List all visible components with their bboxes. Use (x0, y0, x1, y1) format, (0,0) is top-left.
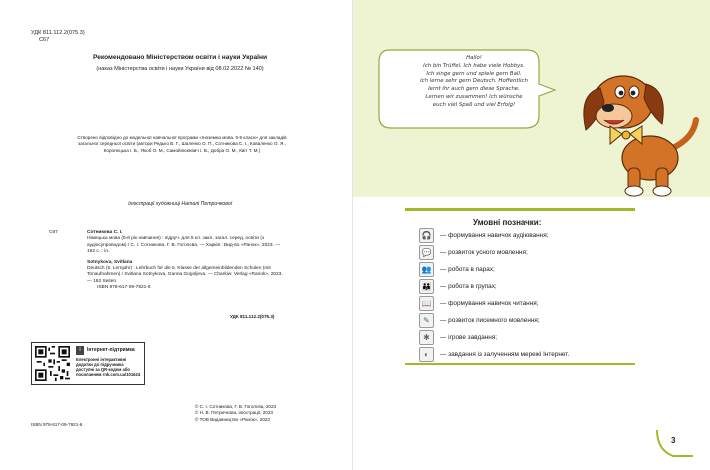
legend-label: — завдання із залученням мережі Інтернет. (440, 350, 570, 358)
internet-icon: ◐ (419, 347, 434, 362)
legend-item (419, 228, 548, 242)
isbn: ISBN 978-617-09-7921-6 (31, 422, 83, 427)
biblio-author-ua: Сотникова С. І. (87, 230, 123, 235)
legend-item (419, 245, 528, 259)
recommended-order: (наказ Міністерства освіти і науки України від 08.02.2022 № 140) (96, 66, 264, 72)
legend-title: Умовні позначки: (473, 218, 542, 227)
page-number: 3 (671, 436, 676, 445)
legend-label: — розвиток усного мовлення; (440, 248, 528, 256)
speech-line: euch viel Spaß und viel Erfolg! (432, 101, 516, 108)
bbk-code: С67 (39, 37, 50, 43)
illustrations-credit: Ілюстрації художниці Наталі Петричкової (128, 201, 232, 207)
speech-text (390, 55, 558, 110)
qr-code-icon[interactable] (35, 346, 70, 381)
legend-top-rule (405, 208, 635, 211)
right-page (353, 0, 710, 470)
biblio-desc-de: Deutsch (5. Lernjahr) : Lehrbuch für die 5. Klasse der allgemeinbildenden Schulen (mit Tonaufnahmen) / Svitlana Sotnykova, Ganna Gogoljeva. — Charkiw: Verlag «Ranok», 2023. — 192 Seiten. (87, 266, 283, 284)
legend-bottom-rule (405, 363, 635, 365)
legend-item (419, 262, 495, 276)
legend-item (419, 313, 540, 327)
legend-label: — робота в групах; (440, 282, 497, 290)
legend-label: — розвиток писемного мовлення; (440, 316, 540, 324)
dog-mascot-illustration (558, 50, 708, 200)
internet-support-desc[interactable]: Електронні інтерактивні додатки до підручника доступні за QR-кодом або посиланням rnk.com.ua/101624 (76, 357, 141, 377)
speech-line: lernt ihr auch gern diese Sprache. (428, 86, 520, 93)
reading-icon: 📖 (419, 296, 434, 311)
speech-line: Ich bin Trüffel. Ich habe viele Hobbys. (423, 62, 525, 69)
udk-bottom: УДК 811.112.2(075.3) (230, 314, 275, 319)
game-icon: ✱ (419, 330, 434, 345)
legend-item (419, 296, 538, 310)
legend-item (419, 279, 497, 293)
speaking-icon: 💬 (419, 245, 434, 260)
biblio-desc-ua: Німецька мова (5-й рік навчання) : підруч. для 5 кл. закл. загал. серед. освіти (з аудіосупроводом) / С. І. Сотникова, Г. В. Гоголєва. — Харків : Вид-во «Ранок», 2023. — 192 с. : іл. (87, 236, 281, 255)
copyrights (195, 404, 276, 423)
legend-label: — формування навичок аудіювання; (440, 231, 549, 239)
legend-label: — формування навичок читання; (440, 299, 539, 307)
legend-item (419, 330, 497, 344)
biblio-isbn: ISBN 978-617-09-7921-6 (97, 285, 151, 291)
legend-label: — робота в парах; (440, 265, 495, 273)
legend-item (419, 347, 569, 361)
biblio-author-de: Sotnykova, Svitlana (87, 259, 133, 265)
info-icon: i (76, 346, 84, 355)
left-page (0, 0, 353, 470)
speech-line: Lernen wir zusammen! Ich wünsche (425, 93, 523, 100)
internet-support-text (76, 346, 142, 377)
speech-line: Ich lerne sehr gern Deutsch. Hoffentlich (420, 78, 528, 85)
pair-work-icon: 👥 (419, 262, 434, 277)
copyright-line: © Н. В. Петричкова, ілюстрації, 2023 (195, 410, 273, 416)
group-work-icon: 👪 (419, 279, 434, 294)
legend-label: — ігрове завдання; (440, 333, 498, 341)
bibliographic-record (49, 230, 287, 292)
udk-block (31, 30, 85, 44)
writing-icon: ✎ (419, 313, 434, 328)
recommended-title: Рекомендовано Міністерством освіти і науки України (92, 54, 268, 61)
speech-line: Ich singe gern und spiele gern Ball. (426, 70, 522, 77)
copyright-line: © С. І. Сотникова, Г. В. Гоголєва, 2023 (195, 404, 277, 409)
biblio-code: С67 (49, 230, 58, 235)
headphones-icon: 🎧 (419, 228, 434, 243)
udk-code: УДК 811.112.2(075.3) (31, 30, 85, 36)
copyright-line: © ТОВ Видавництво «Ранок», 2023 (195, 416, 270, 422)
approved-text: Створено відповідно до модельної навчальної програми «Іноземна мова. 5-9 класи» для закладів загальної середньої освіти (автори Редько В. Г., Шаленко О. П., Сотникова С. І., Коваленко О. Я., Коропецька І. Б., Якоб О. М., Самойлюкевич І. В., Добра О. М., Квіт Т. М.) (77, 135, 287, 153)
internet-support-title: Інтернет-підтримка (87, 347, 135, 353)
internet-support-box (31, 342, 145, 385)
speech-line: Hallo! (466, 55, 482, 61)
